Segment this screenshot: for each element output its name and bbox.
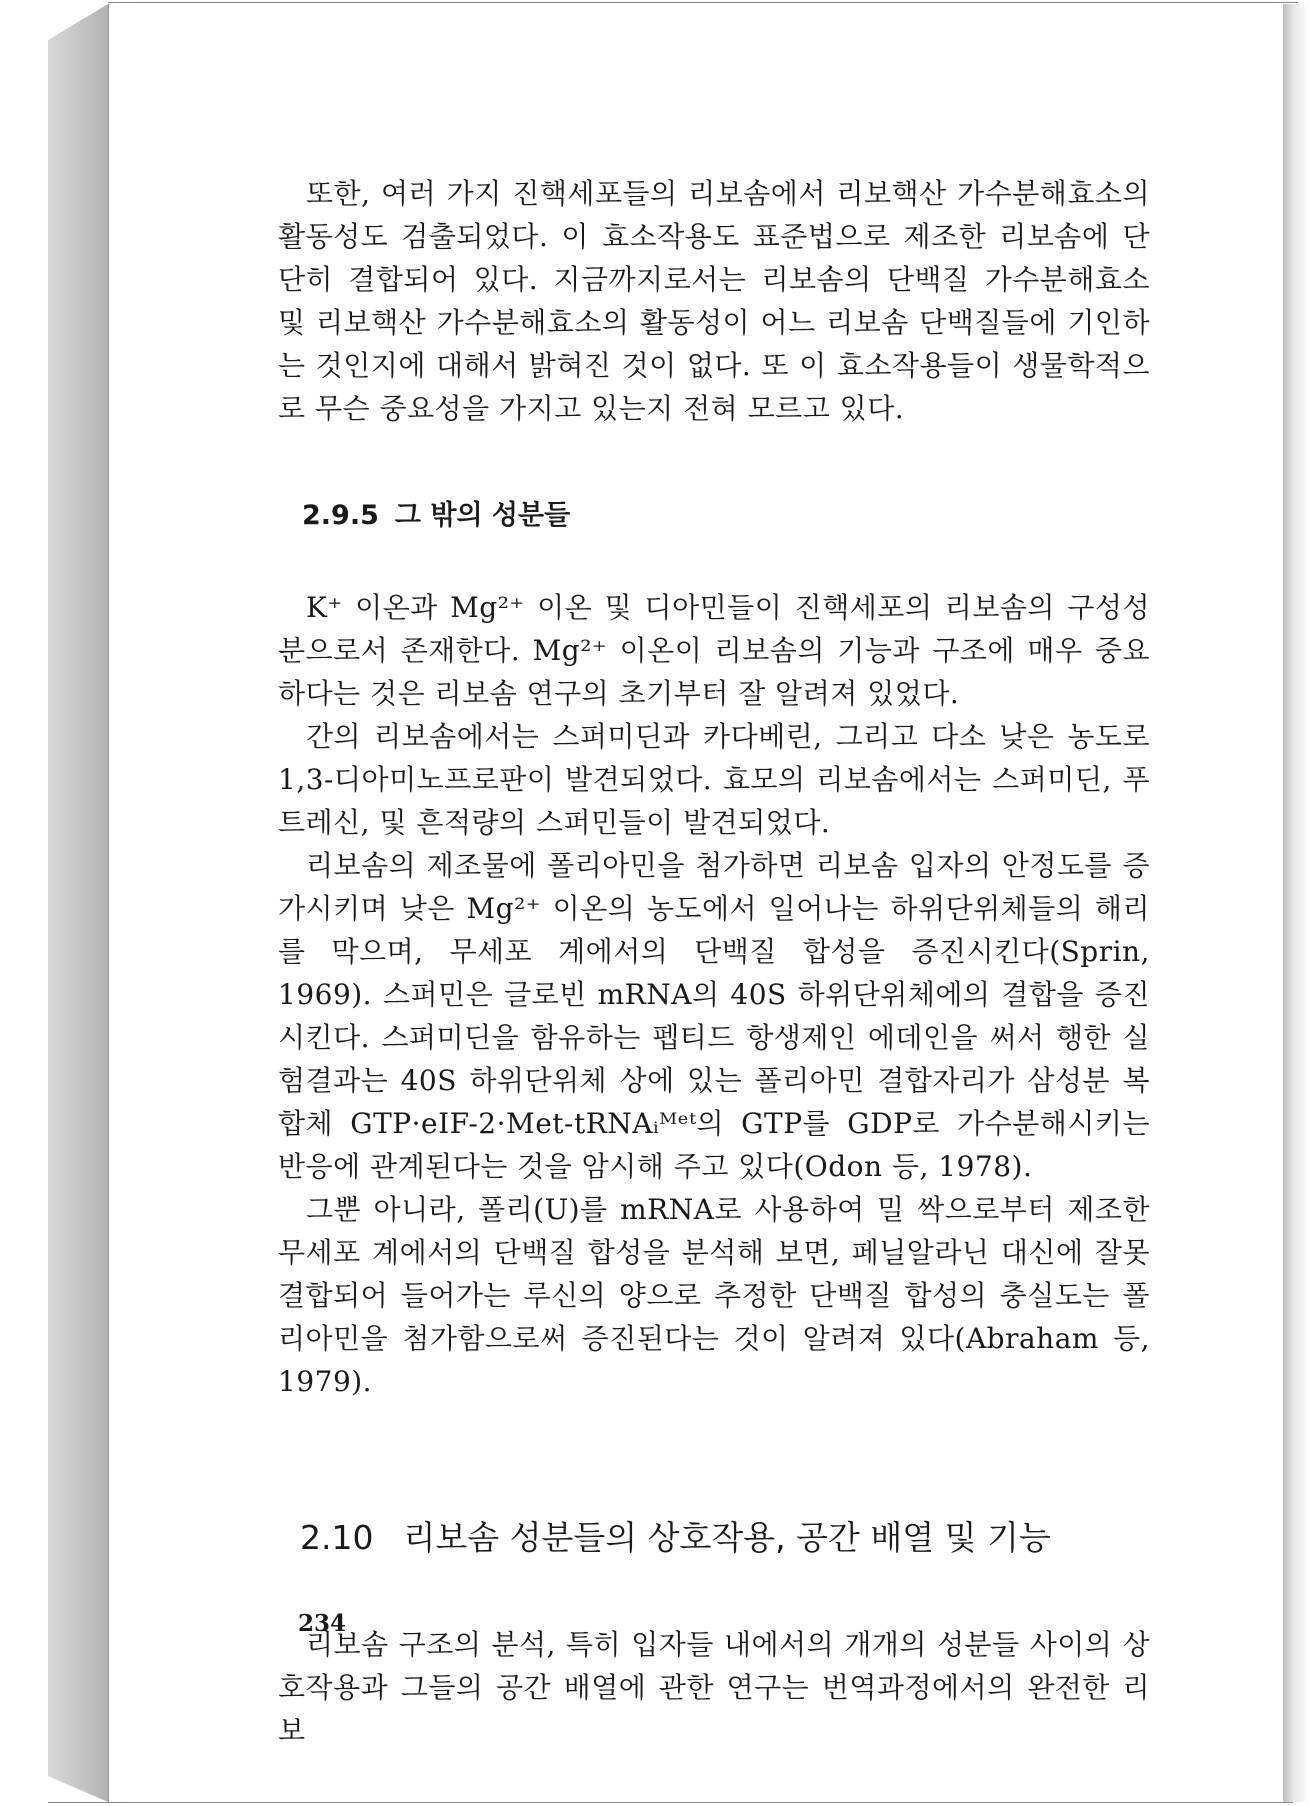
section-number: 2.10 [300,1518,374,1557]
subsection-title: 그 밖의 성분들 [394,500,571,531]
page-outline-top [108,2,1298,3]
page-number: 234 [298,1610,347,1637]
subsection-heading [302,496,1150,536]
page-content [278,172,1150,1752]
paragraph: 또한, 여러 가지 진핵세포들의 리보솜에서 리보핵산 가수분해효소의 활동성도 검출되었다. 이 효소작용도 표준법으로 제조한 리보솜에 단단히 결합되어 있다. 지금까지로서는 리보솜의 단백질 가수분해효소 및 리보핵산 가수분해효소의 활동성이 어느 리보솜 단백질들에 기인하는 것인지에 대해서 밝혀진 것이 없다. 또 이 효소작용들이 생물학적으로 무슨 중요성을 가지고 있는지 전혀 모르고 있다. [278,177,1150,425]
page-outline-bottom [48,1802,1293,1803]
subsection-number: 2.9.5 [302,500,379,531]
page-edge [1283,4,1309,1802]
section-heading [300,1515,1150,1561]
section-title: 리보솜 성분들의 상호작용, 공간 배열 및 기능 [403,1518,1051,1557]
paragraph: 간의 리보솜에서는 스퍼미딘과 카다베린, 그리고 다소 낮은 농도로 1,3-디아미노프로판이 발견되었다. 효모의 리보솜에서는 스퍼미딘, 푸트레신, 및 흔적량의 스퍼민들이 발견되었다. [278,720,1150,839]
paragraph: 리보솜의 제조물에 폴리아민을 첨가하면 리보솜 입자의 안정도를 증가시키며 낮은 Mg²⁺ 이온의 농도에서 일어나는 하위단위체들의 해리를 막으며, 무세포 계에서의 단백질 합성을 증진시킨다(Sprin, 1969). 스퍼민은 글로빈 mRNA의 40S 하위단위체에의 결합을 증진시킨다. 스퍼미딘을 함유하는 펩티드 항생제인 에데인을 써서 행한 실험결과는 40S 하위단위체 상에 있는 폴리아민 결합자리가 삼성분 복합체 GTP·eIF-2·Met-tRNAᵢᴹᵉᵗ의 GTP를 GDP로 가수분해시키는 반응에 관계된다는 것을 암시해 주고 있다(Odon 등, 1978). [278,849,1150,1183]
book-spine [48,4,108,1802]
paragraph: 그뿐 아니라, 폴리(U)를 mRNA로 사용하여 밀 싹으로부터 제조한 무세포 계에서의 단백질 합성을 분석해 보면, 페닐알라닌 대신에 잘못 결합되어 들어가는 루신의 양으로 추정한 단백질 합성의 충실도는 폴리아민을 첨가함으로써 증진된다는 것이 알려져 있다(Abraham 등, 1979). [278,1193,1150,1398]
paragraph: K⁺ 이온과 Mg²⁺ 이온 및 디아민들이 진핵세포의 리보솜의 구성성분으로서 존재한다. Mg²⁺ 이온이 리보솜의 기능과 구조에 매우 중요하다는 것은 리보솜 연구의 초기부터 잘 알려져 있었다. [278,591,1150,710]
paragraph: 리보솜 구조의 분석, 특히 입자들 내에서의 개개의 성분들 사이의 상호작용과 그들의 공간 배열에 관한 연구는 번역과정에서의 완전한 리보 [278,1628,1150,1747]
